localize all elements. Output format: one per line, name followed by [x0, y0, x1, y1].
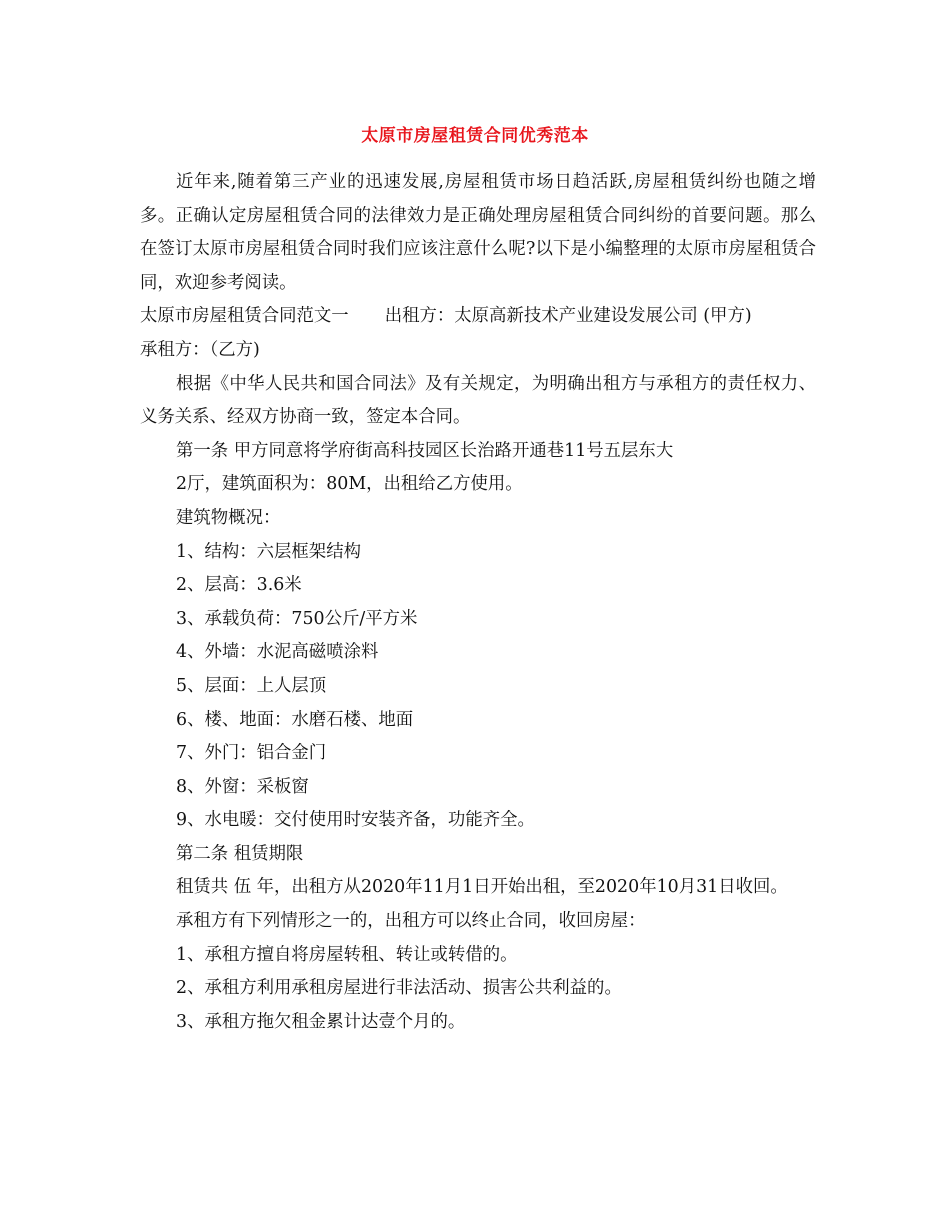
lease-term-paragraph: 租赁共 伍 年，出租方从2020年11月1日开始出租，至2020年10月31日收回。 — [176, 877, 788, 898]
party-line — [140, 300, 816, 334]
list-item: 2、层高：3.6米 — [176, 575, 302, 596]
list-item: 4、外墙：水泥高磁喷涂料 — [176, 642, 379, 663]
list-item: 2、承租方利用承租房屋进行非法活动、损害公共利益的。 — [176, 978, 622, 999]
document-body — [140, 166, 816, 1039]
termination-heading: 承租方有下列情形之一的，出租方可以终止合同，收回房屋： — [176, 911, 646, 932]
lessee-text: 承租方：（乙方) — [140, 339, 260, 360]
list-item: 3、承载负荷：750公斤/平方米 — [176, 608, 418, 629]
sample-heading: 太原市房屋租赁合同范文一 — [140, 306, 349, 327]
list-item: 8、外窗：采板窗 — [176, 776, 309, 797]
intro-paragraph: 近年来,随着第三产业的迅速发展,房屋租赁市场日趋活跃,房屋租赁纠纷也随之增多。正确认定房屋租赁合同的法律效力是正确处理房屋租赁合同纠纷的首要问题。那么在签订太原市房屋租赁合同时我们应该注意什么呢?以下是小编整理的太原市房屋租赁合同，欢迎参考阅读。 — [140, 172, 816, 293]
building-heading: 建筑物概况： — [176, 507, 281, 528]
list-item: 1、承租方擅自将房屋转租、转让或转借的。 — [176, 944, 518, 965]
document-title: 太原市房屋租赁合同优秀范本 — [361, 126, 589, 146]
list-item: 9、水电暖：交付使用时安装齐备，功能齐全。 — [176, 810, 535, 831]
list-item: 7、外门：铝合金门 — [176, 743, 327, 764]
basis-paragraph: 根据《中华人民共和国合同法》及有关规定，为明确出租方与承租方的责任权力、义务关系、经双方协商一致，签定本合同。 — [140, 373, 816, 428]
article2-heading: 第二条 租赁期限 — [176, 843, 304, 864]
list-item: 5、层面：上人层顶 — [176, 675, 327, 696]
list-item: 6、楼、地面：水磨石楼、地面 — [176, 709, 414, 730]
lessor-text: 出租方：太原高新技术产业建设发展公司 (甲方) — [384, 306, 752, 327]
article1-line1: 第一条 甲方同意将学府街高科技园区长治路开通巷11号五层东大 — [176, 440, 674, 461]
list-item: 1、结构：六层框架结构 — [176, 541, 361, 562]
article1-line2: 2厅，建筑面积为：80M，出租给乙方使用。 — [176, 474, 523, 495]
list-item: 3、承租方拖欠租金累计达壹个月的。 — [176, 1011, 466, 1032]
